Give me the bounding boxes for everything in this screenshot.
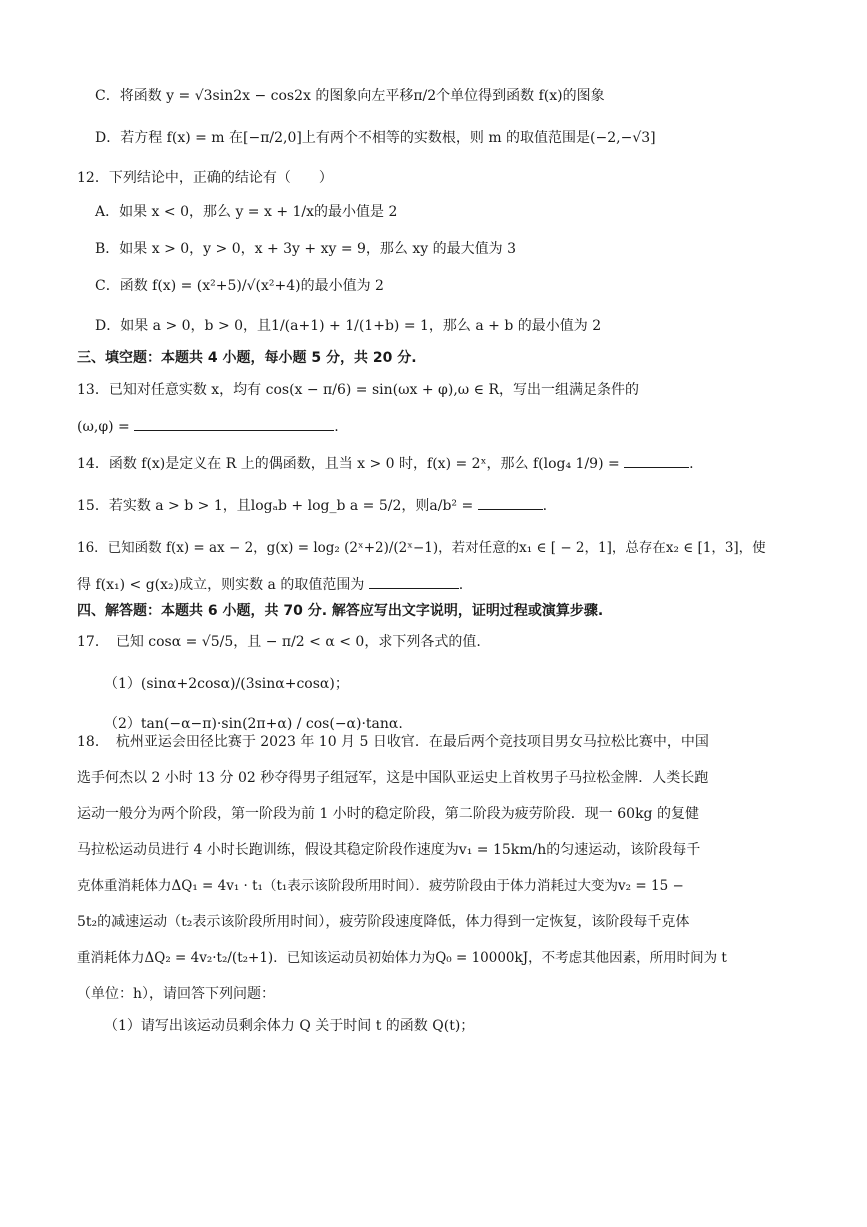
q15-end: . [542,498,548,514]
q14-blank [624,455,689,468]
q13-blank [134,418,334,431]
q18-line-7: 重消耗体力ΔQ₂ = 4v₂·t₂/(t₂+1)．已知该运动员初始体力为Q₀ = 10000kJ，不考虑其他因素，所用时间为 t [77,950,727,966]
question-16: 16．已知函数 f(x) = ax − 2，g(x) = log₂ (2ˣ+2)/(2ˣ−1)，若对任意的x₁ ∈ [ − 2，1]，总存在x₂ ∈ [1，3]，使 [77,540,766,556]
q13-label: (ω,φ) = [77,419,130,435]
q18-line-5: 克体重消耗体力ΔQ₁ = 4v₁ · t₁（t₁表示该阶段所用时间）．疲劳阶段由于体力消耗过大变为v₂ = 15 − [77,878,684,894]
q12-option-c: C．函数 f(x) = (x²+5)/√(x²+4)的最小值为 2 [95,278,384,294]
q18-part-1: （1）请写出该运动员剩余体力 Q 关于时间 t 的函数 Q(t)； [104,1018,475,1034]
q11-option-c: C．将函数 y = √3sin2x − cos2x 的图象向左平移π/2个单位得到函数 f(x)的图象 [95,88,605,104]
q12-option-a: A．如果 x < 0，那么 y = x + 1/x的最小值是 2 [95,204,398,220]
q11-option-d: D．若方程 f(x) = m 在[−π/2,0]上有两个不相等的实数根，则 m 的取值范围是(−2,−√3] [95,130,656,146]
section-3-heading: 三、填空题：本题共 4 小题，每小题 5 分，共 20 分. [77,350,417,366]
question-13: 13．已知对任意实数 x，均有 cos(x − π/6) = sin(ωx + φ),ω ∈ R，写出一组满足条件的 [77,382,639,398]
q17-part-2: （2）tan(−α−π)·sin(2π+α) / cos(−α)·tanα. [104,716,403,732]
question-13-answer [77,418,339,437]
section-4-heading: 四、解答题：本题共 6 小题，共 70 分. 解答应写出文字说明，证明过程或演算步骤. [77,603,604,619]
question-14 [77,455,694,474]
q16-blank [369,576,459,589]
q18-line-1: 18． 杭州亚运会田径比赛于 2023 年 10 月 5 日收官．在最后两个竞技项目男女马拉松比赛中，中国 [77,734,709,750]
q18-line-8: （单位：h），请回答下列问题： [77,986,276,1002]
q16-end: . [458,577,464,593]
question-17: 17． 已知 cosα = √5/5，且 − π/2 < α < 0，求下列各式的值. [77,634,481,650]
q15-blank [478,497,543,510]
q14-text: 14．函数 f(x)是定义在 R 上的偶函数，且当 x > 0 时，f(x) = 2ˣ，那么 f(log₄ 1/9) = [77,456,620,472]
question-16-cont [77,576,463,595]
q12-option-b: B．如果 x > 0，y > 0，x + 3y + xy = 9，那么 xy 的最大值为 3 [95,241,516,257]
q18-line-3: 运动一般分为两个阶段，第一阶段为前 1 小时的稳定阶段，第二阶段为疲劳阶段．现一 60kg 的复健 [77,806,699,822]
q13-end: . [334,419,339,435]
q18-line-4: 马拉松运动员进行 4 小时长跑训练，假设其稳定阶段作速度为v₁ = 15km/h的匀速运动，该阶段每千 [77,842,701,858]
q14-end: . [689,456,694,472]
q17-part-1: （1）(sinα+2cosα)/(3sinα+cosα)； [104,676,349,692]
q12-option-d: D．如果 a > 0，b > 0，且1/(a+1) + 1/(1+b) = 1，那么 a + b 的最小值为 2 [95,318,602,334]
question-15 [77,497,547,516]
question-12: 12．下列结论中，正确的结论有（ ） [77,170,333,186]
q16-text: 得 f(x₁) < g(x₂)成立，则实数 a 的取值范围为 [77,577,365,593]
q15-text: 15．若实数 a > b > 1，且logₐb + log_b a = 5/2，则a/b² = [77,498,474,514]
q18-line-6-text: 5t₂的减速运动（t₂表示该阶段所用时间），疲劳阶段速度降低，体力得到一定恢复，该阶段每千克体 [77,914,690,930]
q18-line-2: 选手何杰以 2 小时 13 分 02 秒夺得男子组冠军，这是中国队亚运史上首枚男子马拉松金牌．人类长跑 [77,770,709,786]
